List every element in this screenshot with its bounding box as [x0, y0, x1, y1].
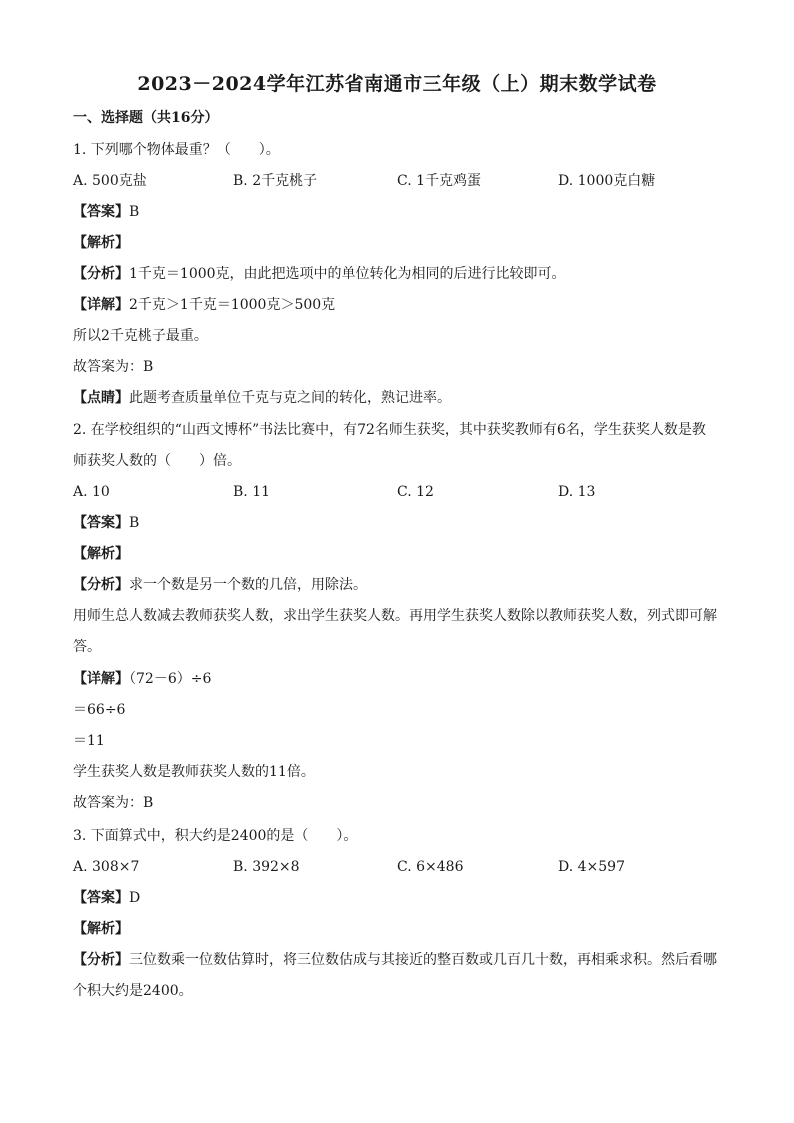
answer-value: D	[129, 890, 141, 906]
fenxi-text: 三位数乘一位数估算时，将三位数估成与其接近的整百数或几百几十数，再相乘求积。然后看哪	[129, 952, 717, 968]
q2-analysis-tag: 【解析】	[73, 546, 129, 562]
answer-value: B	[129, 515, 140, 531]
q2-answer	[73, 513, 733, 533]
xiangjie-tag: 【详解】	[73, 671, 129, 687]
q2-body-line2: 答。	[73, 639, 101, 655]
q3-option-d: D. 4×597	[558, 859, 625, 875]
q3-stem: 3. 下面算式中，积大约是2400的是（ ）。	[73, 828, 358, 844]
q3-option-c: C. 6×486	[397, 859, 464, 875]
q1-option-b: B. 2千克桃子	[233, 173, 318, 189]
xiangjie-text: 2千克＞1千克＝1000克＞500克	[129, 297, 336, 313]
q1-final-answer: 故答案为：B	[73, 359, 154, 375]
q2-final-answer: 故答案为：B	[73, 795, 154, 811]
q2-step1: ＝66÷6	[73, 702, 126, 718]
q3-answer	[73, 888, 733, 908]
q2-option-a: A. 10	[73, 484, 110, 500]
q3-analysis-tag: 【解析】	[73, 921, 129, 937]
q2-stem-line1: 2. 在学校组织的“山西文博杯”书法比赛中，有72名师生获奖，其中获奖教师有6名，学生获奖人数是教	[73, 422, 706, 438]
q3-analysis-line2: 个积大约是2400。	[73, 983, 193, 999]
q1-tip	[73, 388, 733, 408]
q2-option-c: C. 12	[397, 484, 434, 500]
q3-option-b: B. 392×8	[233, 859, 300, 875]
page-title: 2023－2024学年江苏省南通市三年级（上）期末数学试卷	[137, 73, 657, 95]
answer-value: B	[129, 204, 140, 220]
xiangjie-text: （72－6）÷6	[129, 671, 212, 687]
fenxi-tag: 【分析】	[73, 577, 129, 593]
answer-tag: 【答案】	[73, 204, 129, 220]
q2-stem-line2: 师获奖人数的（ ）倍。	[73, 453, 241, 469]
fenxi-text: 1千克＝1000克，由此把选项中的单位转化为相同的后进行比较即可。	[129, 266, 566, 282]
q2-option-d: D. 13	[558, 484, 596, 500]
q1-analysis-tag: 【解析】	[73, 235, 129, 251]
q3-option-a: A. 308×7	[73, 859, 140, 875]
q2-step2: ＝11	[73, 733, 105, 749]
section-heading: 一、选择题（共16分）	[73, 110, 219, 126]
q1-answer	[73, 202, 733, 222]
fenxi-text: 求一个数是另一个数的几倍，用除法。	[129, 577, 367, 593]
dianjing-text: 此题考查质量单位千克与克之间的转化，熟记进率。	[129, 390, 451, 406]
q2-conclusion: 学生获奖人数是教师获奖人数的11倍。	[73, 764, 315, 780]
q1-option-d: D. 1000克白糖	[558, 173, 656, 189]
q1-option-c: C. 1千克鸡蛋	[397, 173, 482, 189]
q3-analysis-line1	[73, 950, 733, 970]
xiangjie-tag: 【详解】	[73, 297, 129, 313]
fenxi-tag: 【分析】	[73, 266, 129, 282]
dianjing-tag: 【点睛】	[73, 390, 129, 406]
q2-body-line1: 用师生总人数减去教师获奖人数，求出学生获奖人数。再用学生获奖人数除以教师获奖人数，列式即可解	[73, 608, 717, 624]
answer-tag: 【答案】	[73, 890, 129, 906]
answer-tag: 【答案】	[73, 515, 129, 531]
q1-option-a: A. 500克盐	[73, 173, 147, 189]
q1-detail	[73, 295, 733, 315]
q2-option-b: B. 11	[233, 484, 271, 500]
q2-analysis	[73, 575, 733, 595]
q1-conclusion: 所以2千克桃子最重。	[73, 328, 208, 344]
fenxi-tag: 【分析】	[73, 952, 129, 968]
q1-stem: 1. 下列哪个物体最重？（ ）。	[73, 142, 280, 158]
q1-analysis	[73, 264, 733, 284]
q2-detail	[73, 669, 733, 689]
